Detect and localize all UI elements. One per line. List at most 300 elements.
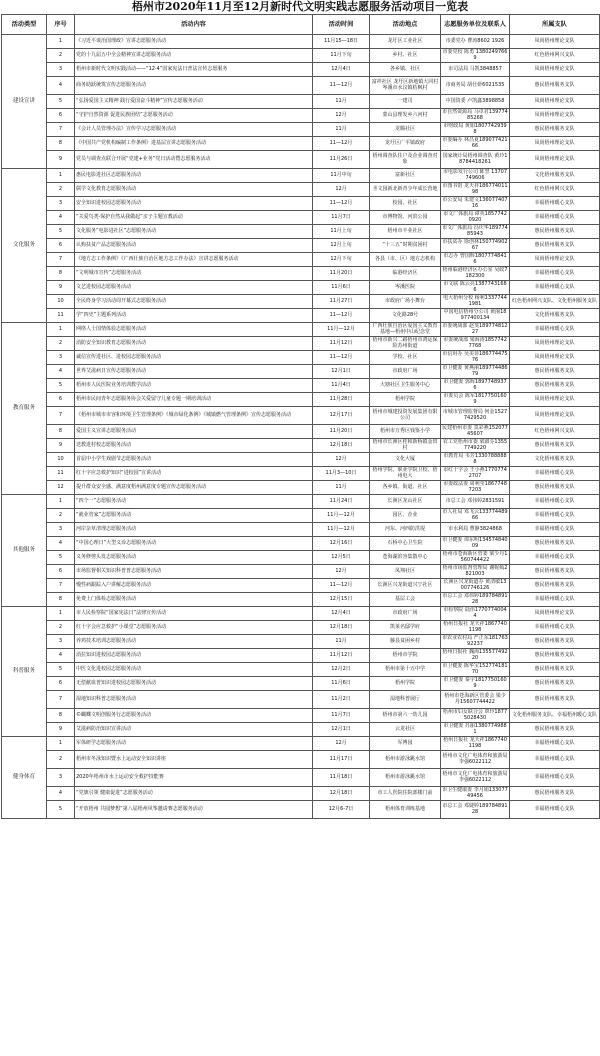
table-row bbox=[2, 393, 600, 407]
team-cell: 惠民梧州服务支队 bbox=[510, 365, 600, 379]
table-row bbox=[2, 537, 600, 551]
team-cell: 红色梧州网兴支队 bbox=[510, 183, 600, 197]
index-cell: 7 bbox=[47, 253, 75, 267]
index-cell: 3 bbox=[47, 769, 75, 787]
team-cell: 幸福梧州暖心支队 bbox=[510, 197, 600, 211]
time-cell: 11月 bbox=[313, 481, 370, 495]
location-cell: 梧州市新兴二路梧州市鸿运保险苏州街道 bbox=[370, 337, 441, 351]
index-cell: 8 bbox=[47, 267, 75, 281]
header-type: 活动类型 bbox=[2, 15, 47, 35]
content-cell: ©蝴蝶文明创服务行志愿服务活动 bbox=[75, 709, 313, 723]
index-cell: 6 bbox=[47, 393, 75, 407]
table-header-row bbox=[2, 15, 600, 35]
index-cell: 11 bbox=[47, 467, 75, 481]
time-cell: 11月上旬 bbox=[313, 225, 370, 239]
team-cell: 文化梧州服务支队 bbox=[510, 309, 600, 323]
unit-contact-cell: 市委政法委 周利莹18677487203 bbox=[441, 481, 510, 495]
index-cell: 4 bbox=[47, 537, 75, 551]
team-cell: 惠民梧州服务支队 bbox=[510, 677, 600, 691]
category-cell: 健身体育 bbox=[2, 737, 47, 819]
content-cell: 学“四史”主题系列活动 bbox=[75, 309, 313, 323]
unit-contact-cell: 市信用办 吴美菲18677447576 bbox=[442, 351, 508, 363]
index-cell: 6 bbox=[47, 677, 75, 691]
unit-contact-cell: 市文广体旅局 谭英18577420920 bbox=[441, 211, 510, 225]
location-cell: 梧州市长洲区桂和新桥镇金田村 bbox=[370, 439, 441, 453]
content-cell: 安全知识进校园志愿服务活动 bbox=[75, 197, 313, 211]
time-cell: 12月下旬 bbox=[313, 253, 370, 267]
location-cell: 梧州调查队住户及企业调查对象 bbox=[370, 151, 441, 169]
team-cell: 惠民梧州服务支队 bbox=[510, 787, 600, 801]
team-cell: 幸福梧州暖心支队 bbox=[510, 551, 600, 565]
unit-contact-cell: 市财政局 黄娟18077429398 bbox=[441, 123, 510, 137]
location-cell: 园区、企业 bbox=[370, 509, 441, 523]
table-row bbox=[2, 425, 600, 439]
table-row bbox=[2, 35, 600, 49]
content-cell: 义务修剪头发志愿服务活动 bbox=[75, 551, 313, 565]
location-cell: 苍海湖滨容集散中心 bbox=[370, 551, 441, 565]
content-cell: 首届中小学生戏剧节志愿服务活动 bbox=[75, 453, 313, 467]
content-cell: 慢性病跟踪入户讲解志愿服务活动 bbox=[75, 579, 313, 593]
index-cell: 1 bbox=[47, 495, 75, 509]
table-row bbox=[2, 183, 600, 197]
index-cell: 1 bbox=[47, 169, 75, 183]
team-cell: 红色梧州网兴支队 bbox=[510, 49, 600, 63]
location-cell: 梧州市城建投资发展集团有限公司 bbox=[370, 407, 441, 425]
table-row bbox=[2, 769, 600, 787]
unit-contact-cell: 市委党办 曹涛8602 1926 bbox=[441, 35, 510, 49]
unit-contact-cell: 民建梧州市委 莫彩燕15207745607 bbox=[442, 425, 508, 437]
location-cell: 龙腾社区 bbox=[370, 123, 441, 137]
content-cell: 消防安全知识教育志愿服务活动 bbox=[75, 337, 313, 351]
team-cell: 幸福梧州暖心支队 bbox=[510, 281, 600, 295]
index-cell: 3 bbox=[47, 197, 75, 211]
team-cell: 惠民梧州服务支队 bbox=[510, 579, 600, 593]
table-row bbox=[2, 593, 600, 607]
table-row bbox=[2, 169, 600, 183]
team-cell: 凤尚梧州理论支队 bbox=[510, 607, 600, 621]
header-index: 序号 bbox=[47, 15, 75, 35]
time-cell: 11月26日 bbox=[313, 151, 370, 169]
unit-contact-cell: 市委统战部 梁海涛18577427768 bbox=[441, 337, 510, 351]
team-cell: 幸福梧州暖心支队 bbox=[510, 769, 600, 787]
content-cell: “关爱鸟类·保护自然从我做起”亲子主题宣教活动 bbox=[75, 211, 313, 225]
time-cell: 12月 bbox=[313, 109, 370, 123]
time-cell: 12月4日 bbox=[313, 63, 370, 77]
time-cell: 11月7日 bbox=[313, 211, 370, 225]
index-cell: 1 bbox=[47, 737, 75, 751]
content-cell: 提升群众安全感、满意度梧州满意度专题宣传志愿服务活动 bbox=[75, 481, 313, 495]
time-cell: 11—12月 bbox=[313, 309, 370, 323]
content-cell: 2020年梧州市水上运动安全救护技能赛 bbox=[75, 769, 313, 787]
table-row bbox=[2, 737, 600, 751]
location-cell: 梧州市第六一幼儿园 bbox=[370, 709, 441, 723]
location-cell: 湿地科普展厅 bbox=[370, 691, 441, 709]
team-cell: 惠民梧州服务支队 bbox=[510, 77, 600, 95]
time-cell: 12月6-7日 bbox=[313, 801, 370, 819]
content-cell: 诚信宣传进社区、进校园志愿服务活动 bbox=[75, 351, 313, 365]
location-cell: 梧州学院 bbox=[370, 677, 441, 691]
time-cell: 11—12月 bbox=[313, 197, 370, 211]
content-cell: 全民终身学习活动周开幕式志愿服务活动 bbox=[75, 295, 313, 309]
content-cell: 《中国共产党机构编制工作条例》进基层宣讲志愿服务活动 bbox=[75, 137, 313, 151]
table-row bbox=[2, 137, 600, 151]
content-cell: “四个一”志愿服务活动 bbox=[75, 495, 313, 509]
location-cell: 军博园 bbox=[370, 737, 441, 751]
unit-contact-cell: 市检察院 陆伟17707740044 bbox=[441, 607, 510, 621]
content-cell: “守护自然资源 促进民族团结”志愿服务活动 bbox=[75, 109, 313, 123]
time-cell: 11月6日 bbox=[313, 281, 370, 295]
unit-contact-cell: 市卫健委 谭东明13457484009 bbox=[442, 537, 508, 549]
table-row bbox=[2, 407, 600, 425]
index-cell: 10 bbox=[47, 295, 75, 309]
location-cell: 石桥中心卫生院 bbox=[370, 537, 441, 551]
time-cell: 12月1日 bbox=[313, 723, 370, 737]
unit-contact-cell: 市卫健委 陈华宝15277418170 bbox=[442, 663, 508, 675]
location-cell: 藤县贫困乡村 bbox=[370, 635, 441, 649]
team-cell: 幸福梧州暖心支队 bbox=[510, 323, 600, 337]
team-cell: 幸福梧州暖心支队 bbox=[510, 737, 600, 751]
location-cell: 市政府广场 bbox=[370, 365, 441, 379]
content-cell: 无偿献血普知识进校园志愿服务活动 bbox=[75, 677, 313, 691]
table-row bbox=[2, 787, 600, 801]
table-row bbox=[2, 801, 600, 819]
unit-contact-cell: 梧州市苍海新区管委会 梁少丹15607744422 bbox=[441, 691, 510, 709]
table-row bbox=[2, 337, 600, 351]
content-cell: 军体研学志愿服务活动 bbox=[75, 737, 313, 751]
content-cell: 免费上门体检志愿服务活动 bbox=[75, 593, 313, 607]
category-cell: 教育服务 bbox=[2, 323, 47, 495]
location-cell: 市工人医院住院部楼门前 bbox=[370, 787, 441, 801]
index-cell: 11 bbox=[47, 309, 75, 323]
location-cell: 市政府广场 bbox=[370, 607, 441, 621]
table-row bbox=[2, 709, 600, 723]
category-cell: 建设宣讲 bbox=[2, 35, 47, 169]
time-cell: 12月15日 bbox=[313, 593, 370, 607]
location-cell: 基层工会 bbox=[370, 593, 441, 607]
header-location: 活动地点 bbox=[370, 15, 441, 35]
team-cell: 惠民梧州服务支队 bbox=[510, 691, 600, 709]
time-cell: 11月2日 bbox=[313, 691, 370, 709]
time-cell: 12月18日 bbox=[313, 787, 370, 801]
index-cell: 2 bbox=[47, 183, 75, 197]
location-cell: 各县（市、区）地方志机构 bbox=[370, 253, 441, 267]
unit-contact-cell: 电大梧州分校 杨利13377441981 bbox=[441, 295, 510, 309]
unit-contact-cell: 市卫健委 黄燕丽18977448679 bbox=[442, 365, 508, 377]
table-row bbox=[2, 151, 600, 169]
team-cell: 幸福梧州暖心支队 bbox=[510, 467, 600, 481]
unit-contact-cell: 市司法局 马凯3848857 bbox=[441, 63, 510, 77]
unit-contact-cell: 市农业农村局 严正东18176392237 bbox=[442, 635, 508, 647]
location-cell: 蒙山县理发乡六河村 bbox=[370, 109, 441, 123]
index-cell: 3 bbox=[47, 63, 75, 77]
index-cell: 5 bbox=[47, 663, 75, 677]
index-cell: 3 bbox=[47, 635, 75, 649]
table-row bbox=[2, 77, 600, 95]
location-cell: 梧州市游泳跳水馆 bbox=[370, 751, 441, 769]
time-cell: 11月—12月 bbox=[313, 523, 370, 537]
team-cell: 幸福梧州暖心支队 bbox=[510, 211, 600, 225]
content-cell: 中医文化进校园志愿服务活动 bbox=[75, 663, 313, 677]
index-cell: 8 bbox=[47, 137, 75, 151]
team-cell: 凤尚梧州理论支队 bbox=[510, 137, 600, 151]
time-cell: 12月上旬 bbox=[313, 239, 370, 253]
location-cell: 圣文园新北新青少年成长营地 bbox=[370, 183, 441, 197]
content-cell: “中国心理日”大型义诊志愿服务活动 bbox=[75, 537, 313, 551]
unit-contact-cell: 梧州日报社 龙天祥18677401198 bbox=[441, 737, 510, 751]
index-cell: 4 bbox=[47, 211, 75, 225]
location-cell: 梧州市游泳跳水馆 bbox=[370, 769, 441, 787]
unit-contact-cell: 中国电信梧州分公司 黄丽18977400134 bbox=[441, 309, 510, 323]
index-cell: 9 bbox=[47, 723, 75, 737]
time-cell: 12月4日 bbox=[313, 607, 370, 621]
location-cell: 梧州市学院 bbox=[370, 649, 441, 663]
index-cell: 7 bbox=[47, 407, 75, 425]
time-cell: 11月27日 bbox=[313, 295, 370, 309]
index-cell: 5 bbox=[47, 801, 75, 819]
category-cell: 科普服务 bbox=[2, 607, 47, 737]
index-cell: 4 bbox=[47, 365, 75, 379]
time-cell: 11月下旬 bbox=[313, 49, 370, 63]
team-cell: 凤尚梧州理论支队 bbox=[510, 337, 600, 351]
time-cell: 11月18日 bbox=[313, 769, 370, 787]
unit-contact-cell: 市卫健委 秦宇18177501609 bbox=[441, 677, 510, 691]
table-row bbox=[2, 751, 600, 769]
time-cell: 11月中旬 bbox=[313, 169, 370, 183]
location-cell: 学校、社区 bbox=[370, 351, 441, 365]
team-cell: 惠民梧州服务支队 bbox=[510, 663, 600, 677]
content-cell: 消拉知识进校园志愿服务活动 bbox=[75, 649, 313, 663]
location-cell: 一建司 bbox=[370, 95, 441, 109]
content-cell: 《会计人员管理办法》宣传学习志愿服务活动 bbox=[75, 123, 313, 137]
team-cell: 幸福梧州暖心支队 bbox=[510, 509, 600, 523]
content-cell: 梧州市民间青年志愿服务协会关爱留守儿童专题一期培训活动 bbox=[75, 393, 313, 407]
team-cell: 幸福梧州暖心支队 bbox=[510, 495, 600, 509]
unit-contact-cell: 市卫生健康委 李月娟13307749456 bbox=[442, 787, 508, 799]
unit-contact-cell: 市委员会 陈军18177501609 bbox=[441, 393, 510, 407]
unit-contact-cell: 市扶贫办 徐创林15077490267 bbox=[442, 239, 508, 251]
time-cell: 12月5日 bbox=[313, 551, 370, 565]
content-cell: 送教进村校志愿服务活动 bbox=[75, 439, 313, 453]
team-cell: 凤尚梧州理论支队 bbox=[510, 351, 600, 365]
content-cell: 党员与调查点联合开展“党建+业务”党日活动暨志愿服务活动 bbox=[75, 151, 313, 169]
table-row bbox=[2, 509, 600, 523]
content-cell: 文化服务“电影进社区”志愿服务活动 bbox=[75, 225, 313, 239]
table-row bbox=[2, 295, 600, 309]
time-cell: 11月4日 bbox=[313, 379, 370, 393]
location-cell: 长洲区兴龙街道兴宁社区 bbox=[370, 579, 441, 593]
index-cell: 3 bbox=[47, 351, 75, 365]
time-cell: 11月12日 bbox=[313, 337, 370, 351]
time-cell: 11月20日 bbox=[313, 425, 370, 439]
time-cell: 12月1日 bbox=[313, 365, 370, 379]
index-cell: 9 bbox=[47, 281, 75, 295]
content-cell: 党的十九届五中全会精神宣讲志愿服务活动 bbox=[75, 49, 313, 63]
table-row bbox=[2, 309, 600, 323]
location-cell: 梧州市丰业社区 bbox=[370, 225, 441, 239]
content-cell: 《习近平谈治国理政》宣讲志愿服务活动 bbox=[75, 35, 313, 49]
content-cell: 《地方志工作条例》《广西壮族自治区地方志工作办法》宣讲志愿服务活动 bbox=[75, 253, 313, 267]
activity-table bbox=[1, 14, 600, 819]
index-cell: 5 bbox=[47, 95, 75, 109]
content-cell: 认购扶贫产品志愿服务活动 bbox=[75, 239, 313, 253]
team-cell: 幸福梧州暖心支队 bbox=[510, 267, 600, 281]
unit-contact-cell: 市总工会 邓婕婷18978489128 bbox=[441, 801, 510, 819]
table-row bbox=[2, 621, 600, 635]
index-cell: 4 bbox=[47, 77, 75, 95]
location-cell: 富新社区 bbox=[370, 169, 441, 183]
content-cell: “开放梧州 共圆梦想”第八届梧州风筝邀请赛志愿服务活动 bbox=[75, 801, 313, 819]
time-cell: 11月 bbox=[313, 123, 370, 137]
table-row bbox=[2, 123, 600, 137]
time-cell: 11—12月 bbox=[313, 579, 370, 593]
table-row bbox=[2, 481, 600, 495]
unit-contact-cell: 市教育局 韦芳13307888888 bbox=[441, 453, 510, 467]
index-cell: 1 bbox=[47, 323, 75, 337]
location-cell: 龙圩区广平镇政府 bbox=[370, 137, 441, 151]
time-cell: 12月2日 bbox=[313, 663, 370, 677]
unit-contact-cell: 市图书馆 龙天祥18677401198 bbox=[442, 183, 508, 195]
table-row bbox=[2, 323, 600, 337]
location-cell: 校园、社区 bbox=[370, 197, 441, 211]
content-cell: 梧州市冬泳知识暨水上运动安全知识讲座 bbox=[75, 751, 313, 769]
table-row bbox=[2, 565, 600, 579]
table-row bbox=[2, 49, 600, 63]
location-cell: 梧州市万秀区钱鉴小学 bbox=[370, 425, 441, 439]
team-cell: 凤尚梧州理论支队 bbox=[510, 253, 600, 267]
unit-contact-cell: 梧州市文化广电体育和旅游局 李强6022112 bbox=[441, 751, 510, 769]
index-cell: 1 bbox=[47, 607, 75, 621]
index-cell: 2 bbox=[47, 49, 75, 63]
table-row bbox=[2, 677, 600, 691]
content-cell: 儒学文化教育志愿服务活动 bbox=[75, 183, 313, 197]
content-cell: 世界艾滋病日宣传志愿服务活动 bbox=[75, 365, 313, 379]
location-cell: 文化大厦 bbox=[370, 453, 441, 467]
time-cell: 12月18日 bbox=[313, 439, 370, 453]
time-cell: 11月 bbox=[313, 635, 370, 649]
index-cell: 6 bbox=[47, 565, 75, 579]
time-cell: 11月6日 bbox=[313, 677, 370, 691]
content-cell: 爱国主义宣讲志愿服务活动 bbox=[75, 425, 313, 439]
index-cell: 5 bbox=[47, 379, 75, 393]
content-cell: 梧州市新时代文明实践活动——“12·4”国家宪法日普法宣传志愿服务 bbox=[75, 63, 313, 77]
index-cell: 2 bbox=[47, 337, 75, 351]
table-body bbox=[2, 35, 600, 819]
index-cell: 8 bbox=[47, 593, 75, 607]
content-cell: 红十字应急救护知识“进校园”宣讲活动 bbox=[75, 467, 313, 481]
content-cell: 梧州市人民医院业务培训教学活动 bbox=[75, 379, 313, 393]
location-cell: 各乡镇、社区 bbox=[370, 63, 441, 77]
index-cell: 5 bbox=[47, 551, 75, 565]
unit-contact-cell: 市公安局 朱建文13607740716 bbox=[442, 197, 508, 209]
team-cell: 红色梧州网兴支队、文化梧州服务支队 bbox=[510, 295, 600, 309]
time-cell: 11月3—10日 bbox=[313, 467, 370, 481]
table-row bbox=[2, 281, 600, 295]
team-cell: 惠民梧州服务支队 bbox=[510, 225, 600, 239]
time-cell: 11月—12月 bbox=[313, 509, 370, 523]
team-cell: 幸福梧州暖心支队 bbox=[510, 801, 600, 819]
unit-contact-cell: 梧州市文化广电体育和旅游局 李强6022112 bbox=[441, 769, 510, 787]
content-cell: 湿地知识科普志愿服务活动 bbox=[75, 691, 313, 709]
team-cell: 幸福梧州暖心支队 bbox=[510, 621, 600, 635]
location-cell: 梧州学院 bbox=[370, 393, 441, 407]
table-row bbox=[2, 453, 600, 467]
table-row bbox=[2, 253, 600, 267]
content-cell: 《梧州市城市市容和环境卫生管理条例》《城市绿化条例》《城镇燃气管理条例》宣传志愿服务活动 bbox=[75, 407, 313, 425]
location-cell: 市政府广场小舞台 bbox=[370, 295, 441, 309]
team-cell: 幸福梧州暖心支队 bbox=[510, 593, 600, 607]
team-cell: 惠民梧州服务支队 bbox=[510, 239, 600, 253]
category-cell: 其他服务 bbox=[2, 495, 47, 607]
index-cell: 9 bbox=[47, 151, 75, 169]
table-row bbox=[2, 379, 600, 393]
document-title: 梧州市2020年11月至12月新时代文明实践志愿服务活动项目一览表 bbox=[131, 0, 469, 13]
table-row bbox=[2, 109, 600, 123]
content-cell: 网络人士国情体验志愿服务活动 bbox=[75, 323, 313, 337]
unit-contact-cell: 梧州市苍海新区管委 梁少丹1560744422 bbox=[441, 551, 510, 565]
content-cell: 文艺进校园志愿服务活动 bbox=[75, 281, 313, 295]
content-cell: 商务助跃统筑宣传志愿服务活动 bbox=[75, 77, 313, 95]
time-cell: 11月17日 bbox=[313, 751, 370, 769]
content-cell: 红十字会应急救护“小课堂”志愿服务活动 bbox=[75, 621, 313, 635]
time-cell: 12月 bbox=[313, 183, 370, 197]
unit-contact-cell: 市自然资源局 马卓君13977485268 bbox=[442, 109, 508, 121]
category-cell: 文化服务 bbox=[2, 169, 47, 323]
unit-contact-cell: 市文广体旅局 冯庆华18977485943 bbox=[442, 225, 508, 237]
index-cell: 12 bbox=[47, 481, 75, 495]
location-cell: 各乡镇、街道、社区 bbox=[370, 481, 441, 495]
table-row bbox=[2, 467, 600, 481]
location-cell: 文化路28号 bbox=[370, 309, 441, 323]
unit-contact-cell: 市人社局 邓飞云13377448966 bbox=[442, 509, 508, 521]
table-row bbox=[2, 267, 600, 281]
time-cell: 11月20日 bbox=[313, 267, 370, 281]
time-cell: 12月18日 bbox=[313, 621, 370, 635]
time-cell: 11月28日 bbox=[313, 393, 370, 407]
unit-contact-cell: 梧州市妇女联合会 覃玲18775028430 bbox=[441, 709, 510, 723]
table-row bbox=[2, 607, 600, 621]
unit-contact-cell: 市委党校 陈勇 13802497669 bbox=[442, 49, 508, 61]
time-cell: 12月17日 bbox=[313, 407, 370, 425]
index-cell: 3 bbox=[47, 523, 75, 537]
team-cell: 凤尚梧州理论支队 bbox=[510, 393, 600, 407]
table-row bbox=[2, 439, 600, 453]
content-cell: 市人民检察院“国家宪法日”法律宣传活动 bbox=[75, 607, 313, 621]
content-cell: 养鸡技术培训志愿服务活动 bbox=[75, 635, 313, 649]
table-row bbox=[2, 635, 600, 649]
unit-contact-cell: 市商务局 胡仕妍6021535 bbox=[441, 77, 510, 95]
team-cell: 幸福梧州暖心支队 bbox=[510, 523, 600, 537]
table-row bbox=[2, 197, 600, 211]
index-cell: 8 bbox=[47, 709, 75, 723]
team-cell: 凤尚梧州理论支队 bbox=[510, 109, 600, 123]
time-cell: 11—12月 bbox=[313, 77, 370, 95]
team-cell: 惠民梧州服务支队 bbox=[510, 723, 600, 737]
location-cell: 广西壮族自治区爱国主义教育基地—梧州中山纪念堂 bbox=[370, 323, 441, 337]
index-cell: 2 bbox=[47, 509, 75, 523]
table-row bbox=[2, 649, 600, 663]
index-cell: 1 bbox=[47, 35, 75, 49]
table-row bbox=[2, 723, 600, 737]
table-row bbox=[2, 551, 600, 565]
header-time: 活动时间 bbox=[313, 15, 370, 35]
unit-contact-cell: 市水利局 曹静3824868 bbox=[441, 523, 510, 537]
location-cell: 富祥社区 龙圩区新地镇大同村 岑溪市水汶镇桔枫村 bbox=[370, 77, 441, 95]
table-row bbox=[2, 351, 600, 365]
team-cell: 惠民梧州服务支队 bbox=[510, 439, 600, 453]
header-unit-contact: 志愿服务单位及联系人 bbox=[441, 15, 510, 35]
unit-contact-cell: 市文联 陈云亮13877431686 bbox=[441, 281, 510, 295]
index-cell: 4 bbox=[47, 649, 75, 663]
